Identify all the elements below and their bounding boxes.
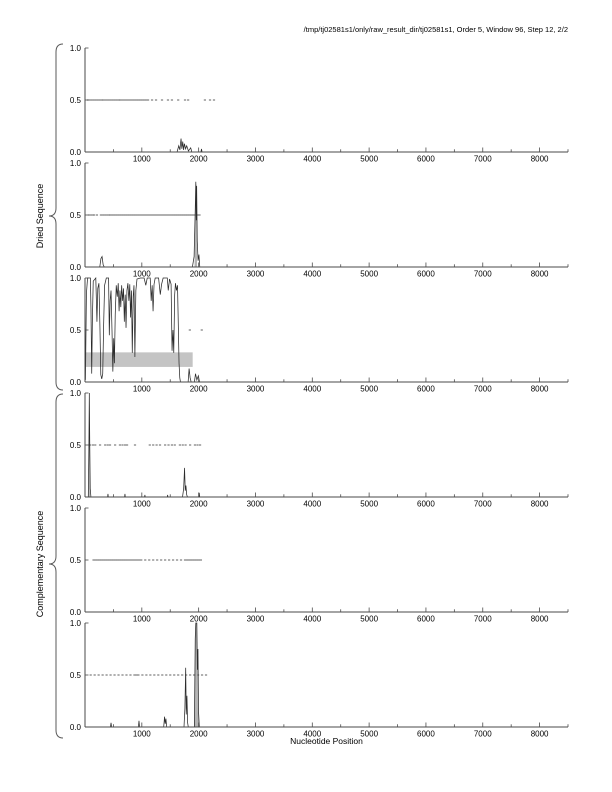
match-dash	[117, 674, 119, 675]
match-dash	[184, 99, 186, 100]
match-dash	[145, 214, 147, 215]
match-dash	[98, 674, 100, 675]
match-dash	[90, 674, 92, 675]
match-dash	[110, 99, 112, 100]
match-dash	[124, 444, 126, 445]
match-dash	[137, 99, 139, 100]
x-tick-label: 5000	[360, 614, 379, 624]
match-dash	[110, 559, 112, 560]
match-dash	[200, 559, 202, 560]
match-dash	[171, 99, 173, 100]
match-dash	[99, 99, 101, 100]
match-dash	[169, 674, 171, 675]
match-dash	[112, 559, 114, 560]
y-tick-label: 0.5	[69, 440, 81, 450]
y-tick-label: 1.0	[69, 503, 81, 513]
match-dash	[194, 444, 196, 445]
x-tick-label: 8000	[530, 154, 549, 164]
complementary-sequence-label: Complementary Sequence	[35, 510, 45, 618]
match-dash	[157, 214, 159, 215]
x-tick-label: 3000	[246, 499, 265, 509]
x-tick-label: 6000	[417, 614, 435, 624]
x-tick-label: 1000	[132, 154, 151, 164]
match-dash	[109, 674, 111, 675]
match-dash	[116, 559, 118, 560]
match-dash	[106, 99, 108, 100]
x-tick-label: 2000	[189, 729, 208, 739]
match-dash	[165, 674, 167, 675]
match-dash	[213, 99, 215, 100]
match-dash	[109, 444, 111, 445]
match-dash	[92, 444, 94, 445]
y-tick-label: 0.5	[69, 95, 81, 105]
y-tick-label: 0.0	[69, 377, 81, 387]
match-dash	[134, 559, 136, 560]
match-dash	[126, 444, 128, 445]
complementary-group-brace-icon	[44, 392, 68, 740]
match-dash	[199, 444, 201, 445]
match-dash	[96, 559, 98, 560]
match-dash	[176, 559, 178, 560]
x-tick-label: 1000	[132, 729, 151, 739]
y-tick-label: 0.0	[69, 147, 81, 157]
x-tick-label: 6000	[417, 729, 435, 739]
match-dash	[153, 674, 155, 675]
match-dash	[102, 674, 104, 675]
match-dash	[129, 674, 131, 675]
match-dash	[104, 99, 106, 100]
match-dash	[100, 559, 102, 560]
match-dash	[167, 214, 169, 215]
match-dash	[107, 444, 109, 445]
x-tick-label: 5000	[360, 269, 379, 279]
match-dash	[174, 444, 176, 445]
match-dash	[180, 559, 182, 560]
match-dash	[139, 214, 141, 215]
match-dash	[108, 559, 110, 560]
match-dash	[190, 559, 192, 560]
match-dash	[147, 214, 149, 215]
panel-dried-2	[69, 158, 568, 279]
x-tick-label: 7000	[473, 499, 492, 509]
match-dash	[96, 214, 98, 215]
panel-complementary-3	[69, 618, 568, 739]
x-tick-label: 5000	[360, 154, 379, 164]
match-dash	[121, 444, 123, 445]
match-dash	[127, 99, 129, 100]
match-dash	[106, 559, 108, 560]
x-tick-label: 5000	[360, 384, 379, 394]
data-curve	[85, 182, 568, 267]
x-tick-label: 6000	[417, 384, 435, 394]
match-dash	[164, 444, 166, 445]
y-tick-label: 1.0	[69, 618, 81, 628]
match-dash	[109, 214, 111, 215]
y-tick-label: 0.0	[69, 607, 81, 617]
dried-group-brace-icon	[44, 42, 68, 392]
x-tick-label: 4000	[303, 384, 322, 394]
match-dash	[161, 674, 163, 675]
match-dash	[102, 214, 104, 215]
match-dash	[135, 99, 137, 100]
match-dash	[201, 674, 203, 675]
match-dash	[93, 214, 95, 215]
match-dash	[155, 214, 157, 215]
x-tick-label: 7000	[473, 384, 492, 394]
match-dash	[159, 444, 161, 445]
match-dash	[141, 214, 143, 215]
match-dash	[104, 444, 106, 445]
match-dash	[135, 674, 137, 675]
match-dash	[182, 444, 184, 445]
match-dash	[152, 559, 154, 560]
x-tick-label: 8000	[530, 269, 549, 279]
match-dash	[97, 99, 99, 100]
dried-sequence-label: Dried Sequence	[35, 183, 45, 249]
x-tick-label: 2000	[189, 269, 208, 279]
match-dash	[159, 214, 161, 215]
match-dash	[131, 99, 133, 100]
match-dash	[129, 99, 131, 100]
match-dash	[123, 214, 125, 215]
x-tick-label: 6000	[417, 154, 435, 164]
match-dash	[188, 559, 190, 560]
match-dash	[126, 559, 128, 560]
match-dash	[205, 674, 207, 675]
x-tick-label: 7000	[473, 154, 492, 164]
y-tick-label: 0.5	[69, 555, 81, 565]
x-tick-label: 3000	[246, 614, 265, 624]
match-dash	[198, 559, 200, 560]
x-tick-label: 1000	[132, 269, 151, 279]
match-dash	[135, 214, 137, 215]
y-tick-label: 1.0	[69, 158, 81, 168]
match-dash	[194, 559, 196, 560]
match-dash	[177, 99, 179, 100]
x-tick-label: 4000	[303, 614, 322, 624]
match-dash	[133, 674, 135, 675]
match-dash	[91, 99, 93, 100]
match-dash	[123, 99, 125, 100]
match-dash	[186, 214, 188, 215]
x-tick-label: 4000	[303, 154, 322, 164]
plot-title: /tmp/tj02581s1/only/raw_result_dir/tj02581s1, Order 5, Window 96, Step 12, 2/2	[303, 25, 568, 34]
match-dash	[196, 559, 198, 560]
match-dash	[169, 214, 171, 215]
match-dash	[184, 444, 186, 445]
threshold-band	[85, 352, 192, 367]
match-dash	[167, 444, 169, 445]
x-tick-label: 3000	[246, 269, 265, 279]
match-dash	[141, 99, 143, 100]
match-dash	[131, 214, 133, 215]
match-dash	[121, 214, 123, 215]
match-dash	[102, 559, 104, 560]
match-dash	[137, 674, 139, 675]
match-dash	[198, 214, 200, 215]
match-dash	[89, 99, 91, 100]
match-dash	[161, 99, 163, 100]
panel-complementary-2	[69, 503, 568, 624]
match-dash	[151, 214, 153, 215]
match-dash	[105, 674, 107, 675]
match-dash	[139, 99, 141, 100]
match-dash	[188, 214, 190, 215]
match-dash	[145, 99, 147, 100]
match-dash	[124, 559, 126, 560]
x-tick-label: 8000	[530, 614, 549, 624]
match-dash	[167, 99, 169, 100]
y-tick-label: 0.0	[69, 262, 81, 272]
match-dash	[181, 214, 183, 215]
match-dash	[114, 559, 116, 560]
x-tick-label: 7000	[473, 269, 492, 279]
match-dash	[130, 559, 132, 560]
match-dash	[134, 444, 136, 445]
match-dash	[173, 214, 175, 215]
match-dash	[94, 559, 96, 560]
match-dash	[190, 214, 192, 215]
match-dash	[137, 214, 139, 215]
match-dash	[177, 674, 179, 675]
match-dash	[136, 559, 138, 560]
match-dash	[92, 559, 94, 560]
match-dash	[113, 214, 115, 215]
x-tick-label: 8000	[530, 499, 549, 509]
x-tick-label: 3000	[246, 384, 265, 394]
match-dash	[121, 674, 123, 675]
x-tick-label: 4000	[303, 729, 322, 739]
x-tick-label: 3000	[246, 154, 265, 164]
match-dash	[163, 214, 165, 215]
panel-dried-1	[69, 43, 568, 164]
match-dash	[125, 214, 127, 215]
x-tick-label: 7000	[473, 729, 492, 739]
match-dash	[104, 559, 106, 560]
y-tick-label: 0.5	[69, 210, 81, 220]
match-dash	[204, 99, 206, 100]
match-dash	[151, 99, 153, 100]
match-dash	[189, 444, 191, 445]
match-dash	[147, 99, 149, 100]
match-dash	[184, 559, 186, 560]
data-curve	[85, 138, 568, 152]
match-dash	[106, 214, 108, 215]
match-dash	[114, 444, 116, 445]
x-tick-label: 8000	[530, 384, 549, 394]
match-dash	[161, 214, 163, 215]
x-tick-label: 1000	[132, 614, 151, 624]
match-dash	[115, 214, 117, 215]
match-dash	[145, 674, 147, 675]
match-dash	[189, 329, 191, 330]
y-tick-label: 1.0	[69, 273, 81, 283]
match-dash	[121, 99, 123, 100]
match-dash	[187, 99, 189, 100]
match-dash	[182, 214, 184, 215]
match-dash	[116, 99, 118, 100]
match-dash	[186, 559, 188, 560]
y-tick-label: 0.5	[69, 325, 81, 335]
match-dash	[160, 559, 162, 560]
match-dash	[148, 559, 150, 560]
match-dash	[90, 214, 92, 215]
x-tick-label: 4000	[303, 269, 322, 279]
match-dash	[165, 214, 167, 215]
match-dash	[128, 559, 130, 560]
match-dash	[155, 99, 157, 100]
match-dash	[144, 559, 146, 560]
match-dash	[108, 99, 110, 100]
x-tick-label: 2000	[189, 384, 208, 394]
match-dash	[113, 674, 115, 675]
match-dash	[119, 444, 121, 445]
match-dash	[125, 99, 127, 100]
x-axis-label: Nucleotide Position	[290, 736, 363, 746]
y-tick-label: 0.5	[69, 670, 81, 680]
match-dash	[157, 674, 159, 675]
match-dash	[153, 214, 155, 215]
match-dash	[133, 99, 135, 100]
match-dash	[102, 99, 104, 100]
x-tick-label: 6000	[417, 269, 435, 279]
x-tick-label: 4000	[303, 499, 322, 509]
panel-dried-3	[69, 273, 568, 394]
y-tick-label: 1.0	[69, 388, 81, 398]
x-tick-label: 1000	[132, 384, 151, 394]
match-dash	[196, 444, 198, 445]
match-dash	[111, 214, 113, 215]
match-dash	[119, 99, 121, 100]
match-dash	[175, 214, 177, 215]
x-tick-label: 6000	[417, 499, 435, 509]
y-tick-label: 0.0	[69, 492, 81, 502]
match-dash	[177, 214, 179, 215]
match-dash	[112, 99, 114, 100]
match-dash	[114, 99, 116, 100]
match-dash	[179, 444, 181, 445]
match-dash	[104, 214, 106, 215]
match-dash	[192, 214, 194, 215]
x-tick-label: 1000	[132, 499, 151, 509]
match-dash	[127, 214, 129, 215]
match-dash	[133, 214, 135, 215]
match-dash	[94, 674, 96, 675]
panel-complementary-1	[69, 388, 568, 509]
match-dash	[125, 674, 127, 675]
match-dash	[141, 674, 143, 675]
match-dash	[100, 214, 102, 215]
match-dash	[132, 559, 134, 560]
y-tick-label: 1.0	[69, 43, 81, 53]
match-dash	[140, 559, 142, 560]
match-dash	[118, 559, 120, 560]
match-dash	[164, 559, 166, 560]
match-dash	[93, 99, 95, 100]
match-dash	[129, 214, 131, 215]
match-dash	[192, 559, 194, 560]
match-dash	[99, 444, 101, 445]
match-dash	[184, 214, 186, 215]
match-dash	[143, 99, 145, 100]
match-dash	[189, 674, 191, 675]
match-dash	[179, 214, 181, 215]
match-dash	[119, 214, 121, 215]
match-dash	[172, 559, 174, 560]
match-dash	[156, 559, 158, 560]
match-dash	[98, 559, 100, 560]
match-dash	[156, 444, 158, 445]
x-tick-label: 7000	[473, 614, 492, 624]
match-dash	[94, 444, 96, 445]
match-dash	[201, 329, 203, 330]
match-dash	[209, 99, 211, 100]
match-dash	[117, 214, 119, 215]
x-tick-label: 2000	[189, 614, 208, 624]
match-dash	[149, 674, 151, 675]
x-tick-label: 2000	[189, 499, 208, 509]
match-dash	[173, 674, 175, 675]
match-dash	[168, 559, 170, 560]
match-dash	[171, 444, 173, 445]
match-dash	[122, 559, 124, 560]
match-dash	[181, 674, 183, 675]
x-tick-label: 5000	[360, 499, 379, 509]
match-dash	[149, 214, 151, 215]
x-tick-label: 2000	[189, 154, 208, 164]
match-dash	[171, 214, 173, 215]
x-tick-label: 5000	[360, 729, 379, 739]
match-dash	[149, 444, 151, 445]
match-dash	[95, 99, 97, 100]
match-dash	[152, 444, 154, 445]
y-tick-label: 0.0	[69, 722, 81, 732]
match-dash	[143, 214, 145, 215]
match-dash	[120, 559, 122, 560]
match-dash	[138, 559, 140, 560]
x-tick-label: 8000	[530, 729, 549, 739]
x-tick-label: 3000	[246, 729, 265, 739]
